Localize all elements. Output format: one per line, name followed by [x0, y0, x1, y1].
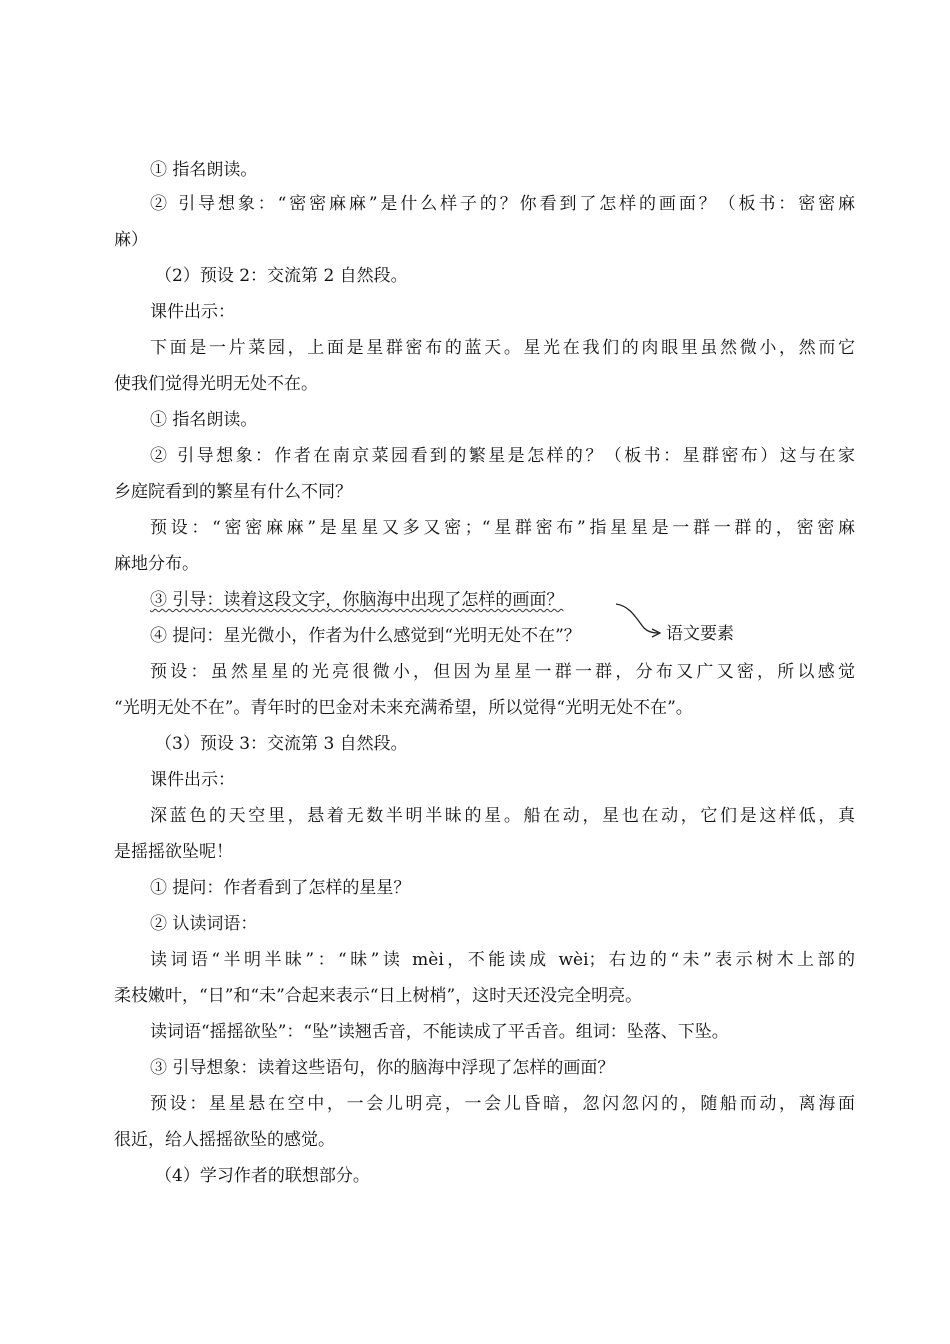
wavy-underlined-text: ③ 引导：读着这段文字，你脑海中出现了怎样的画面？ — [150, 590, 564, 610]
text-line: 很近，给人摇摇欲坠的感觉。 — [114, 1130, 335, 1150]
text-line: ① 指名朗读。 — [150, 160, 258, 180]
text-line: 课件出示： — [150, 770, 235, 790]
section-heading: （4）学习作者的联想部分。 — [155, 1166, 370, 1186]
text-line: 麻地分布。 — [114, 554, 199, 574]
text-line: “光明无处不在”。青年时的巴金对未来充满希望，所以觉得“光明无处不在”。 — [114, 698, 693, 718]
text-line: ② 引导想象：“密密麻麻”是什么样子的？你看到了怎样的画面？（板书：密密麻 — [150, 194, 855, 214]
text-line: 下面是一片菜园，上面是星群密布的蓝天。星光在我们的肉眼里虽然微小，然而它 — [150, 338, 855, 358]
text-line: 预设：星星悬在空中，一会儿明亮，一会儿昏暗，忽闪忽闪的，随船而动，离海面 — [150, 1094, 855, 1114]
text-line: ① 提问：作者看到了怎样的星星？ — [150, 878, 411, 898]
text-line-underlined — [150, 590, 855, 610]
text-line: ④ 提问：星光微小，作者为什么感觉到“光明无处不在”？ — [150, 626, 581, 646]
text-line: 预设：“密密麻麻”是星星又多又密；“星群密布”指星星是一群一群的，密密麻 — [150, 518, 855, 538]
section-heading: （2）预设 2：交流第 2 自然段。 — [155, 266, 408, 286]
text-line: ③ 引导想象：读着这些语句，你的脑海中浮现了怎样的画面？ — [150, 1058, 615, 1078]
text-line: ② 认读词语： — [150, 914, 258, 934]
text-line: 使我们觉得光明无处不在。 — [114, 374, 318, 394]
section-heading: （3）预设 3：交流第 3 自然段。 — [155, 734, 408, 754]
text-line: 柔枝嫩叶，“日”和“未”合起来表示“日上树梢”，这时天还没完全明亮。 — [114, 986, 643, 1006]
text-line: 预设：虽然星星的光亮很微小，但因为星星一群一群，分布又广又密，所以感觉 — [150, 662, 855, 682]
annotation-arrow-icon — [600, 598, 670, 648]
text-line: 乡庭院看到的繁星有什么不同？ — [114, 482, 352, 502]
text-line: ① 指名朗读。 — [150, 410, 258, 430]
text-line: ② 引导想象：作者在南京菜园看到的繁星是怎样的？（板书：星群密布）这与在家 — [150, 446, 855, 466]
annotation-label: 语文要素 — [666, 624, 734, 644]
text-line: 读词语“摇摇欲坠”：“坠”读翘舌音，不能读成了平舌音。组词：坠落、下坠。 — [150, 1022, 729, 1042]
text-line: 麻） — [114, 230, 148, 250]
text-line: 课件出示： — [150, 302, 235, 322]
text-line: 深蓝色的天空里，悬着无数半明半昧的星。船在动，星也在动，它们是这样低，真 — [150, 806, 855, 826]
text-line: 是摇摇欲坠呢！ — [114, 842, 233, 862]
text-line: 读词语“半明半昧”：“昧”读 mèi，不能读成 wèi；右边的“未”表示树木上部的 — [150, 950, 855, 970]
